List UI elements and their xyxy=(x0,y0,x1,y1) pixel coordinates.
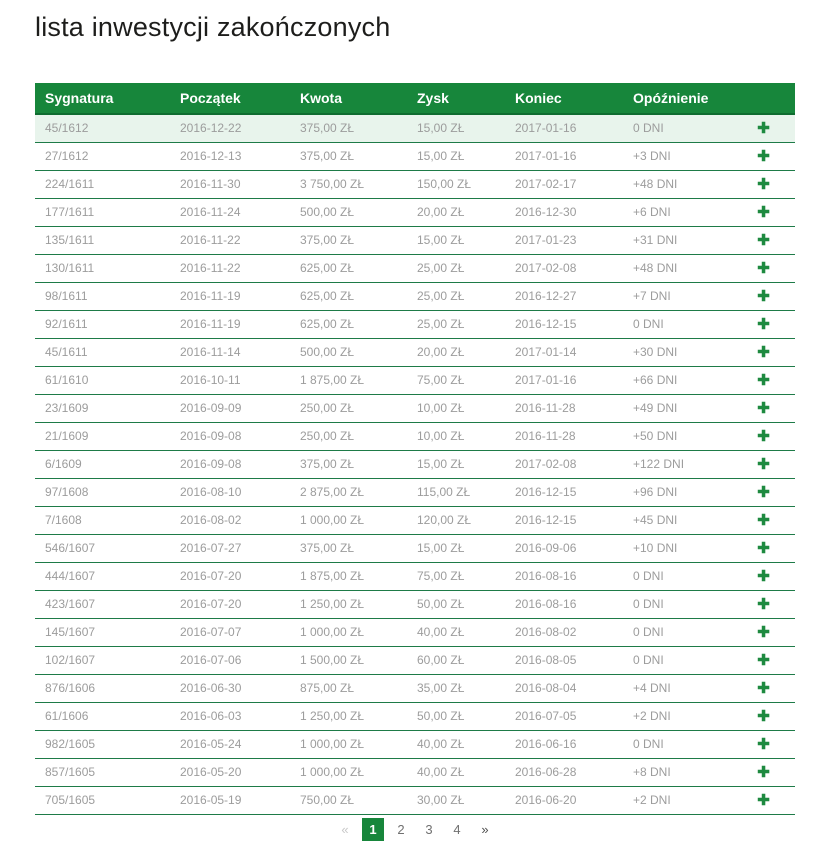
cell-koniec: 2016-08-04 xyxy=(505,674,623,702)
table-row xyxy=(35,506,795,534)
cell-actions xyxy=(738,674,795,702)
cell-opoznienie: +7 DNI xyxy=(623,282,738,310)
cell-zysk: 15,00 ZŁ xyxy=(407,226,505,254)
cell-actions xyxy=(738,282,795,310)
cell-actions xyxy=(738,338,795,366)
cell-sygnatura: 61/1610 xyxy=(35,366,170,394)
cell-kwota: 250,00 ZŁ xyxy=(290,394,407,422)
cell-opoznienie: +48 DNI xyxy=(623,254,738,282)
cell-kwota: 625,00 ZŁ xyxy=(290,282,407,310)
cell-sygnatura: 982/1605 xyxy=(35,730,170,758)
cell-sygnatura: 444/1607 xyxy=(35,562,170,590)
cell-opoznienie: 0 DNI xyxy=(623,310,738,338)
cell-zysk: 10,00 ZŁ xyxy=(407,394,505,422)
cell-kwota: 1 000,00 ZŁ xyxy=(290,730,407,758)
cell-sygnatura: 97/1608 xyxy=(35,478,170,506)
cell-opoznienie: +66 DNI xyxy=(623,366,738,394)
cell-sygnatura: 145/1607 xyxy=(35,618,170,646)
cell-poczatek: 2016-12-22 xyxy=(170,114,290,142)
cell-zysk: 40,00 ZŁ xyxy=(407,618,505,646)
cell-sygnatura: 135/1611 xyxy=(35,226,170,254)
plus-icon: ✚ xyxy=(757,763,770,781)
cell-sygnatura: 423/1607 xyxy=(35,590,170,618)
table-row xyxy=(35,310,795,338)
expand-row-button[interactable] xyxy=(757,401,770,416)
table-row xyxy=(35,590,795,618)
cell-actions xyxy=(738,590,795,618)
cell-koniec: 2016-08-05 xyxy=(505,646,623,674)
cell-sygnatura: 98/1611 xyxy=(35,282,170,310)
cell-kwota: 625,00 ZŁ xyxy=(290,310,407,338)
cell-actions xyxy=(738,394,795,422)
pagination-prev[interactable]: « xyxy=(341,821,349,837)
cell-koniec: 2016-09-06 xyxy=(505,534,623,562)
plus-icon: ✚ xyxy=(757,259,770,277)
plus-icon: ✚ xyxy=(757,791,770,809)
cell-sygnatura: 27/1612 xyxy=(35,142,170,170)
pagination-page[interactable]: 3 xyxy=(425,821,433,837)
cell-opoznienie: +10 DNI xyxy=(623,534,738,562)
cell-kwota: 2 875,00 ZŁ xyxy=(290,478,407,506)
cell-koniec: 2016-11-28 xyxy=(505,394,623,422)
table-row xyxy=(35,534,795,562)
cell-kwota: 1 000,00 ZŁ xyxy=(290,506,407,534)
cell-poczatek: 2016-07-20 xyxy=(170,562,290,590)
column-header-opoznienie: Opóźnienie xyxy=(623,83,738,114)
expand-row-button[interactable] xyxy=(757,261,770,276)
cell-zysk: 75,00 ZŁ xyxy=(407,562,505,590)
cell-opoznienie: +96 DNI xyxy=(623,478,738,506)
cell-actions xyxy=(738,366,795,394)
cell-zysk: 60,00 ZŁ xyxy=(407,646,505,674)
column-header-actions xyxy=(738,83,795,114)
cell-zysk: 40,00 ZŁ xyxy=(407,758,505,786)
cell-opoznienie: +48 DNI xyxy=(623,170,738,198)
table-row xyxy=(35,646,795,674)
pagination-next[interactable]: » xyxy=(481,821,489,837)
cell-kwota: 375,00 ZŁ xyxy=(290,114,407,142)
cell-koniec: 2017-02-17 xyxy=(505,170,623,198)
cell-opoznienie: 0 DNI xyxy=(623,646,738,674)
cell-kwota: 1 000,00 ZŁ xyxy=(290,618,407,646)
cell-opoznienie: 0 DNI xyxy=(623,114,738,142)
cell-koniec: 2016-06-28 xyxy=(505,758,623,786)
cell-kwota: 500,00 ZŁ xyxy=(290,198,407,226)
cell-actions xyxy=(738,534,795,562)
expand-row-button[interactable] xyxy=(757,233,770,248)
cell-zysk: 120,00 ZŁ xyxy=(407,506,505,534)
cell-actions xyxy=(738,170,795,198)
cell-poczatek: 2016-09-08 xyxy=(170,450,290,478)
table-row xyxy=(35,422,795,450)
cell-opoznienie: +8 DNI xyxy=(623,758,738,786)
cell-poczatek: 2016-11-14 xyxy=(170,338,290,366)
cell-actions xyxy=(738,422,795,450)
cell-opoznienie: +45 DNI xyxy=(623,506,738,534)
cell-koniec: 2016-12-15 xyxy=(505,310,623,338)
cell-kwota: 375,00 ZŁ xyxy=(290,450,407,478)
plus-icon: ✚ xyxy=(757,623,770,641)
plus-icon: ✚ xyxy=(757,567,770,585)
table-row xyxy=(35,254,795,282)
expand-row-button[interactable] xyxy=(757,289,770,304)
cell-poczatek: 2016-05-24 xyxy=(170,730,290,758)
table-row xyxy=(35,702,795,730)
plus-icon: ✚ xyxy=(757,483,770,501)
cell-kwota: 375,00 ZŁ xyxy=(290,142,407,170)
page-title: lista inwestycji zakończonych xyxy=(35,12,391,42)
cell-actions xyxy=(738,618,795,646)
cell-koniec: 2017-02-08 xyxy=(505,450,623,478)
cell-poczatek: 2016-11-30 xyxy=(170,170,290,198)
expand-row-button[interactable] xyxy=(757,625,770,640)
cell-zysk: 75,00 ZŁ xyxy=(407,366,505,394)
cell-koniec: 2017-01-16 xyxy=(505,366,623,394)
cell-opoznienie: +49 DNI xyxy=(623,394,738,422)
table-row xyxy=(35,674,795,702)
cell-opoznienie: +3 DNI xyxy=(623,142,738,170)
cell-sygnatura: 61/1606 xyxy=(35,702,170,730)
cell-kwota: 875,00 ZŁ xyxy=(290,674,407,702)
plus-icon: ✚ xyxy=(757,119,770,137)
cell-actions xyxy=(738,562,795,590)
cell-opoznienie: +2 DNI xyxy=(623,702,738,730)
cell-actions xyxy=(738,758,795,786)
column-header-koniec: Koniec xyxy=(505,83,623,114)
cell-koniec: 2016-12-30 xyxy=(505,198,623,226)
investments-table xyxy=(35,83,795,815)
table-row xyxy=(35,170,795,198)
cell-zysk: 50,00 ZŁ xyxy=(407,590,505,618)
plus-icon: ✚ xyxy=(757,735,770,753)
expand-row-button[interactable] xyxy=(757,457,770,472)
cell-sygnatura: 130/1611 xyxy=(35,254,170,282)
pagination-page[interactable]: 2 xyxy=(397,821,405,837)
cell-sygnatura: 6/1609 xyxy=(35,450,170,478)
cell-sygnatura: 7/1608 xyxy=(35,506,170,534)
cell-opoznienie: 0 DNI xyxy=(623,730,738,758)
cell-sygnatura: 546/1607 xyxy=(35,534,170,562)
cell-actions xyxy=(738,310,795,338)
table-row xyxy=(35,366,795,394)
expand-row-button[interactable] xyxy=(757,149,770,164)
cell-kwota: 1 250,00 ZŁ xyxy=(290,590,407,618)
cell-poczatek: 2016-07-07 xyxy=(170,618,290,646)
cell-kwota: 1 875,00 ZŁ xyxy=(290,366,407,394)
cell-poczatek: 2016-11-22 xyxy=(170,226,290,254)
cell-actions xyxy=(738,450,795,478)
expand-row-button[interactable] xyxy=(757,345,770,360)
expand-row-button[interactable] xyxy=(757,513,770,528)
cell-zysk: 40,00 ZŁ xyxy=(407,730,505,758)
expand-row-button[interactable] xyxy=(757,597,770,612)
cell-kwota: 1 875,00 ZŁ xyxy=(290,562,407,590)
cell-kwota: 1 250,00 ZŁ xyxy=(290,702,407,730)
cell-sygnatura: 92/1611 xyxy=(35,310,170,338)
cell-zysk: 10,00 ZŁ xyxy=(407,422,505,450)
cell-sygnatura: 705/1605 xyxy=(35,786,170,814)
expand-row-button[interactable] xyxy=(757,709,770,724)
cell-actions xyxy=(738,478,795,506)
cell-zysk: 35,00 ZŁ xyxy=(407,674,505,702)
cell-zysk: 115,00 ZŁ xyxy=(407,478,505,506)
plus-icon: ✚ xyxy=(757,231,770,249)
column-header-poczatek: Początek xyxy=(170,83,290,114)
cell-koniec: 2017-01-16 xyxy=(505,142,623,170)
cell-poczatek: 2016-11-19 xyxy=(170,282,290,310)
table-row xyxy=(35,730,795,758)
cell-actions xyxy=(738,142,795,170)
cell-poczatek: 2016-11-22 xyxy=(170,254,290,282)
cell-actions xyxy=(738,730,795,758)
cell-poczatek: 2016-08-02 xyxy=(170,506,290,534)
cell-sygnatura: 857/1605 xyxy=(35,758,170,786)
cell-opoznienie: +30 DNI xyxy=(623,338,738,366)
expand-row-button[interactable] xyxy=(757,681,770,696)
expand-row-button[interactable] xyxy=(757,541,770,556)
cell-sygnatura: 876/1606 xyxy=(35,674,170,702)
plus-icon: ✚ xyxy=(757,147,770,165)
plus-icon: ✚ xyxy=(757,175,770,193)
plus-icon: ✚ xyxy=(757,595,770,613)
cell-opoznienie: +2 DNI xyxy=(623,786,738,814)
cell-zysk: 25,00 ZŁ xyxy=(407,282,505,310)
cell-sygnatura: 45/1611 xyxy=(35,338,170,366)
expand-row-button[interactable] xyxy=(757,737,770,752)
plus-icon: ✚ xyxy=(757,203,770,221)
expand-row-button[interactable] xyxy=(757,569,770,584)
cell-koniec: 2016-12-15 xyxy=(505,506,623,534)
cell-koniec: 2016-12-27 xyxy=(505,282,623,310)
cell-actions xyxy=(738,506,795,534)
cell-koniec: 2016-08-16 xyxy=(505,590,623,618)
cell-poczatek: 2016-06-30 xyxy=(170,674,290,702)
cell-poczatek: 2016-05-19 xyxy=(170,786,290,814)
cell-kwota: 375,00 ZŁ xyxy=(290,226,407,254)
cell-sygnatura: 45/1612 xyxy=(35,114,170,142)
cell-poczatek: 2016-07-06 xyxy=(170,646,290,674)
cell-actions xyxy=(738,254,795,282)
table-row xyxy=(35,478,795,506)
cell-koniec: 2016-08-02 xyxy=(505,618,623,646)
cell-poczatek: 2016-07-20 xyxy=(170,590,290,618)
column-header-kwota: Kwota xyxy=(290,83,407,114)
cell-opoznienie: +31 DNI xyxy=(623,226,738,254)
cell-kwota: 625,00 ZŁ xyxy=(290,254,407,282)
cell-opoznienie: +6 DNI xyxy=(623,198,738,226)
cell-koniec: 2017-02-08 xyxy=(505,254,623,282)
cell-opoznienie: 0 DNI xyxy=(623,590,738,618)
cell-zysk: 30,00 ZŁ xyxy=(407,786,505,814)
cell-koniec: 2016-11-28 xyxy=(505,422,623,450)
expand-row-button[interactable] xyxy=(757,205,770,220)
column-header-sygnatura: Sygnatura xyxy=(35,83,170,114)
cell-koniec: 2017-01-23 xyxy=(505,226,623,254)
expand-row-button[interactable] xyxy=(757,121,770,136)
cell-kwota: 375,00 ZŁ xyxy=(290,534,407,562)
table-row xyxy=(35,618,795,646)
table-row xyxy=(35,786,795,814)
expand-row-button[interactable] xyxy=(757,317,770,332)
cell-zysk: 25,00 ZŁ xyxy=(407,254,505,282)
expand-row-button[interactable] xyxy=(757,765,770,780)
table-header-row xyxy=(35,83,795,114)
cell-kwota: 500,00 ZŁ xyxy=(290,338,407,366)
cell-poczatek: 2016-11-19 xyxy=(170,310,290,338)
plus-icon: ✚ xyxy=(757,287,770,305)
cell-zysk: 50,00 ZŁ xyxy=(407,702,505,730)
plus-icon: ✚ xyxy=(757,679,770,697)
cell-zysk: 15,00 ZŁ xyxy=(407,450,505,478)
table-row xyxy=(35,198,795,226)
cell-zysk: 20,00 ZŁ xyxy=(407,338,505,366)
plus-icon: ✚ xyxy=(757,371,770,389)
cell-zysk: 150,00 ZŁ xyxy=(407,170,505,198)
cell-actions xyxy=(738,786,795,814)
cell-poczatek: 2016-09-09 xyxy=(170,394,290,422)
cell-opoznienie: +122 DNI xyxy=(623,450,738,478)
cell-poczatek: 2016-10-11 xyxy=(170,366,290,394)
cell-sygnatura: 23/1609 xyxy=(35,394,170,422)
expand-row-button[interactable] xyxy=(757,373,770,388)
table-row xyxy=(35,282,795,310)
plus-icon: ✚ xyxy=(757,315,770,333)
cell-actions xyxy=(738,198,795,226)
pagination xyxy=(35,818,795,841)
cell-koniec: 2016-08-16 xyxy=(505,562,623,590)
cell-kwota: 250,00 ZŁ xyxy=(290,422,407,450)
cell-actions xyxy=(738,114,795,142)
cell-koniec: 2017-01-16 xyxy=(505,114,623,142)
cell-sygnatura: 224/1611 xyxy=(35,170,170,198)
cell-poczatek: 2016-12-13 xyxy=(170,142,290,170)
cell-poczatek: 2016-08-10 xyxy=(170,478,290,506)
expand-row-button[interactable] xyxy=(757,793,770,808)
column-header-zysk: Zysk xyxy=(407,83,505,114)
plus-icon: ✚ xyxy=(757,707,770,725)
cell-koniec: 2016-07-05 xyxy=(505,702,623,730)
cell-zysk: 25,00 ZŁ xyxy=(407,310,505,338)
plus-icon: ✚ xyxy=(757,651,770,669)
plus-icon: ✚ xyxy=(757,511,770,529)
cell-zysk: 15,00 ZŁ xyxy=(407,142,505,170)
cell-poczatek: 2016-06-03 xyxy=(170,702,290,730)
table-row xyxy=(35,338,795,366)
plus-icon: ✚ xyxy=(757,399,770,417)
table-row xyxy=(35,562,795,590)
table-row xyxy=(35,758,795,786)
cell-koniec: 2016-12-15 xyxy=(505,478,623,506)
cell-koniec: 2016-06-16 xyxy=(505,730,623,758)
pagination-page[interactable]: 4 xyxy=(453,821,461,837)
expand-row-button[interactable] xyxy=(757,177,770,192)
cell-kwota: 1 500,00 ZŁ xyxy=(290,646,407,674)
cell-opoznienie: 0 DNI xyxy=(623,562,738,590)
table-row xyxy=(35,142,795,170)
plus-icon: ✚ xyxy=(757,539,770,557)
cell-actions xyxy=(738,226,795,254)
cell-koniec: 2016-06-20 xyxy=(505,786,623,814)
cell-zysk: 15,00 ZŁ xyxy=(407,534,505,562)
cell-zysk: 20,00 ZŁ xyxy=(407,198,505,226)
cell-opoznienie: 0 DNI xyxy=(623,618,738,646)
cell-poczatek: 2016-05-20 xyxy=(170,758,290,786)
cell-kwota: 750,00 ZŁ xyxy=(290,786,407,814)
plus-icon: ✚ xyxy=(757,455,770,473)
cell-opoznienie: +50 DNI xyxy=(623,422,738,450)
cell-actions xyxy=(738,702,795,730)
cell-kwota: 1 000,00 ZŁ xyxy=(290,758,407,786)
cell-kwota: 3 750,00 ZŁ xyxy=(290,170,407,198)
page xyxy=(0,12,830,841)
table-row xyxy=(35,394,795,422)
pagination-page-active[interactable]: 1 xyxy=(362,818,384,841)
expand-row-button[interactable] xyxy=(757,653,770,668)
cell-zysk: 15,00 ZŁ xyxy=(407,114,505,142)
cell-sygnatura: 177/1611 xyxy=(35,198,170,226)
cell-koniec: 2017-01-14 xyxy=(505,338,623,366)
cell-poczatek: 2016-07-27 xyxy=(170,534,290,562)
cell-poczatek: 2016-11-24 xyxy=(170,198,290,226)
plus-icon: ✚ xyxy=(757,427,770,445)
cell-actions xyxy=(738,646,795,674)
cell-sygnatura: 21/1609 xyxy=(35,422,170,450)
expand-row-button[interactable] xyxy=(757,485,770,500)
table-row xyxy=(35,226,795,254)
cell-sygnatura: 102/1607 xyxy=(35,646,170,674)
expand-row-button[interactable] xyxy=(757,429,770,444)
plus-icon: ✚ xyxy=(757,343,770,361)
table-row xyxy=(35,450,795,478)
cell-opoznienie: +4 DNI xyxy=(623,674,738,702)
table-row xyxy=(35,114,795,142)
cell-poczatek: 2016-09-08 xyxy=(170,422,290,450)
